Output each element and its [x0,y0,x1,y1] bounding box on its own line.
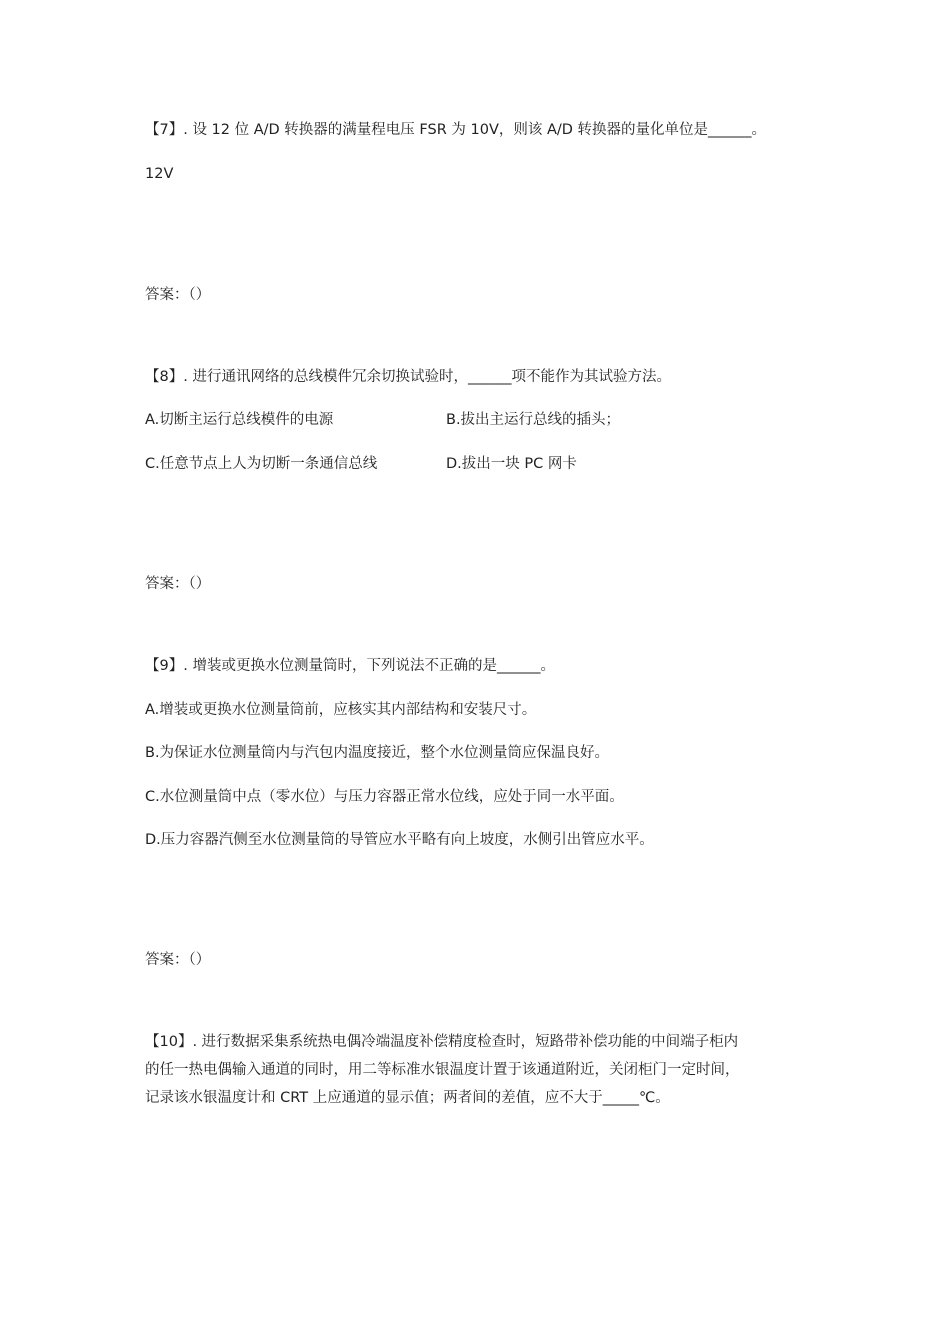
question-7-stem: 【7】. 设 12 位 A/D 转换器的满量程电压 FSR 为 10V，则该 A/D 转换器的量化单位是______。 [145,122,767,138]
question-8-option-a: A.切断主运行总线模件的电源 [145,412,334,428]
question-8-option-b: B.拔出主运行总线的插头； [446,412,621,428]
question-9-option-d: D.压力容器汽侧至水位测量筒的导管应水平略有向上坡度，水侧引出管应水平。 [145,832,654,848]
question-10-stem-line-1: 【10】. 进行数据采集系统热电偶冷端温度补偿精度检查时，短路带补偿功能的中间端子柜内 [145,1034,739,1050]
question-10-stem-line-2: 的任一热电偶输入通道的同时，用二等标准水银温度计置于该通道附近，关闭柜门一定时间， [145,1062,740,1078]
question-10-stem-line-3: 记录该水银温度计和 CRT 上应通道的显示值；两者间的差值，应不大于_____℃。 [145,1090,670,1106]
question-8-answer: 答案：（） [145,576,211,592]
question-9-answer: 答案：（） [145,952,211,968]
question-9-option-a: A.增装或更换水位测量筒前，应核实其内部结构和安装尺寸。 [145,702,537,718]
question-8-option-c: C.任意节点上人为切断一条通信总线 [145,456,378,472]
question-7-option: 12V [145,166,174,182]
question-9-stem: 【9】. 增装或更换水位测量筒时，下列说法不正确的是______。 [145,658,555,674]
question-8-stem: 【8】. 进行通讯网络的总线模件冗余切换试验时，______项不能作为其试验方法。 [145,369,671,385]
question-9-option-c: C.水位测量筒中点（零水位）与压力容器正常水位线，应处于同一水平面。 [145,789,624,805]
question-7-answer: 答案：（） [145,287,211,303]
question-8-option-d: D.拔出一块 PC 网卡 [446,456,577,472]
question-9-option-b: B.为保证水位测量筒内与汽包内温度接近，整个水位测量筒应保温良好。 [145,745,610,761]
